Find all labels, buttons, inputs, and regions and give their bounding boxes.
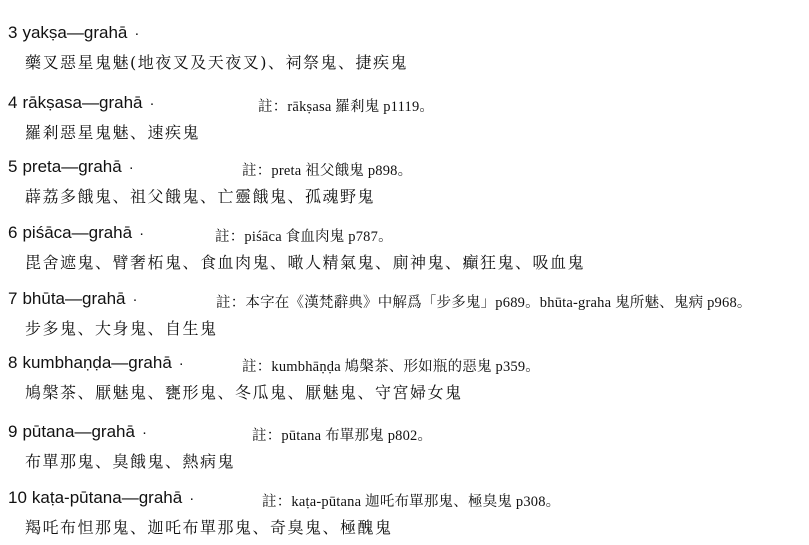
entry-number: 8: [8, 353, 18, 372]
entry-heading: [8, 422, 805, 446]
entry-term: rākṣasa—grahā: [22, 93, 143, 112]
entry-heading: [8, 93, 805, 117]
entry-separator-dot: ·: [139, 225, 145, 242]
entry-pisaca-graha: [8, 223, 805, 273]
entry-gloss: 藥叉惡星鬼魅(地夜叉及天夜叉)、祠祭鬼、捷疾鬼: [25, 53, 408, 72]
entry-separator-dot: ·: [132, 291, 138, 308]
entry-term: preta—grahā: [22, 157, 122, 176]
entry-term: kaṭa-pūtana—grahā: [31, 488, 183, 507]
entry-separator-dot: ·: [149, 95, 155, 112]
entry-heading: [8, 223, 805, 247]
entry-heading: [8, 488, 805, 512]
entry-raksasa-graha: [8, 93, 805, 143]
entry-number: 6: [8, 223, 18, 242]
entry-gloss: 薜荔多餓鬼、祖父餓鬼、亡靈餓鬼、孤魂野鬼: [25, 187, 376, 206]
entry-separator-dot: ·: [178, 355, 184, 372]
entry-gloss: 羯吒布怛那鬼、迦吒布單那鬼、奇臭鬼、極醜鬼: [25, 518, 393, 537]
entry-number: 10: [8, 488, 27, 507]
entry-number: 5: [8, 157, 18, 176]
entry-term: bhūta—grahā: [22, 289, 126, 308]
entry-term: kumbhaṇḍa—grahā: [22, 353, 172, 372]
entry-kata-putana-graha: [8, 488, 805, 538]
entry-number: 4: [8, 93, 18, 112]
entry-number: 9: [8, 422, 18, 441]
entry-note: 註：preta 祖父餓鬼 p898。: [242, 163, 413, 179]
entry-kumbhanda-graha: [8, 353, 805, 403]
entry-gloss: 羅剎惡星鬼魅、速疾鬼: [25, 123, 201, 142]
entry-gloss: 毘舍遮鬼、臂奢柘鬼、食血肉鬼、噉人精氣鬼、廁神鬼、癲狂鬼、吸血鬼: [25, 253, 586, 272]
entry-separator-dot: ·: [141, 424, 147, 441]
entry-putana-graha: [8, 422, 805, 472]
entry-separator-dot: ·: [189, 490, 195, 507]
entry-term: yakṣa—grahā: [22, 23, 128, 42]
entry-note: 註：本字在《漢梵辭典》中解爲「步多鬼」p689。bhūta-graha 鬼所魅、鬼病 p968。: [216, 295, 752, 311]
entry-heading: [8, 157, 805, 181]
entry-heading: [8, 289, 805, 313]
entry-gloss: 步多鬼、大身鬼、自生鬼: [25, 319, 218, 338]
entry-note: 註：kumbhāṇḍa 鳩槃茶、形如瓶的惡鬼 p359。: [242, 359, 540, 375]
entry-note: 註：rākṣasa 羅剎鬼 p1119。: [258, 99, 435, 115]
entry-note: 註：kaṭa-pūtana 迦吒布單那鬼、極臭鬼 p308。: [262, 494, 561, 510]
entry-note: 註：piśāca 食血肉鬼 p787。: [215, 229, 393, 245]
entry-number: 7: [8, 289, 18, 308]
entry-separator-dot: ·: [128, 159, 134, 176]
entry-heading: [8, 353, 805, 377]
entry-bhuta-graha: [8, 289, 805, 339]
entry-term: piśāca—grahā: [22, 223, 133, 242]
entry-gloss: 鳩槃茶、厭魅鬼、甕形鬼、冬瓜鬼、厭魅鬼、守宮婦女鬼: [25, 383, 463, 402]
entry-heading: [8, 23, 805, 47]
entry-preta-graha: [8, 157, 805, 207]
entry-separator-dot: ·: [134, 25, 140, 42]
entry-gloss: 布單那鬼、臭餓鬼、熱病鬼: [25, 452, 236, 471]
entry-yaksa-graha: [8, 23, 805, 73]
entry-number: 3: [8, 23, 18, 42]
entry-note: 註：pūtana 布單那鬼 p802。: [252, 428, 433, 444]
entry-term: pūtana—grahā: [22, 422, 135, 441]
